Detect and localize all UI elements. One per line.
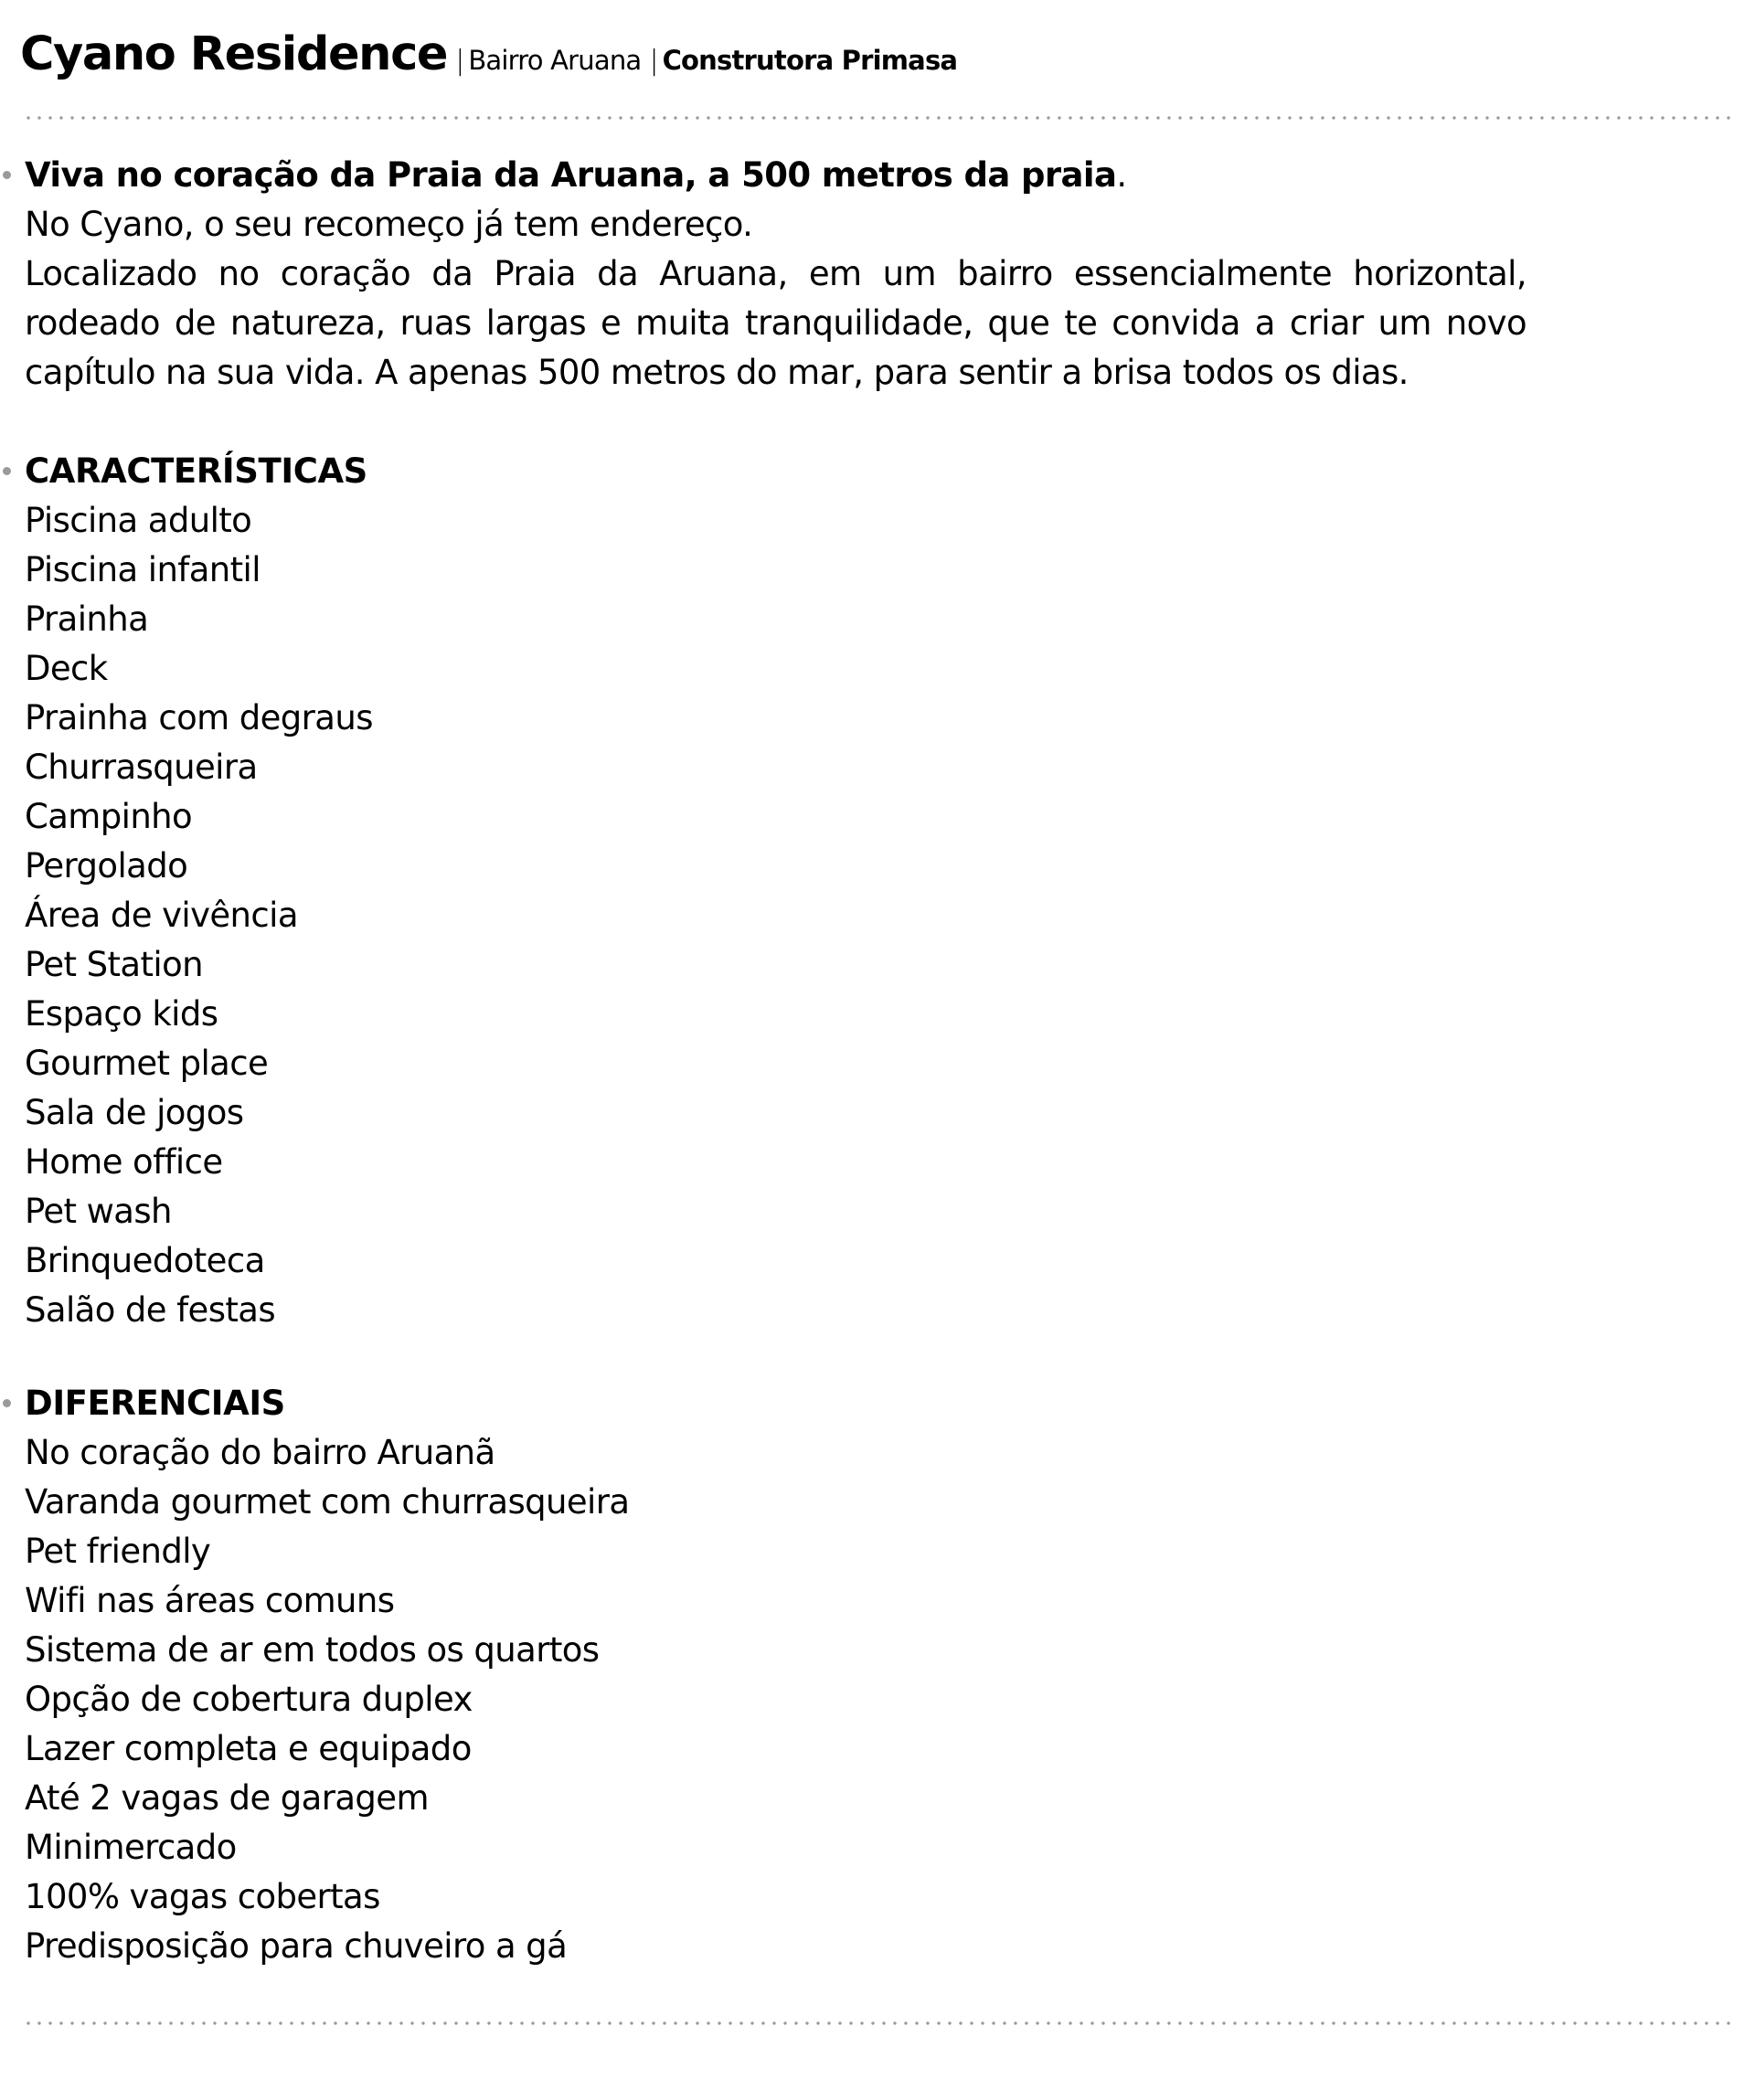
differential-item: Minimercado — [25, 1828, 237, 1867]
subtitle-separator: | — [649, 45, 659, 77]
intro-tagline: No Cyano, o seu recomeço já tem endereço. — [25, 205, 753, 244]
intro-description: Localizado no coração da Praia da Aruana, em um bairro essencialmente horizontal, rodeado de natureza, ruas largas e muita tranquilidade, que te convida a criar um novo capítulo na sua vida. A apenas 500 metros do mar, para sentir a brisa todos os dias. — [25, 254, 1526, 392]
intro-headline-text: Viva no coração da Praia da Aruana, a 500 metros da praia — [25, 155, 1117, 195]
differential-item: Wifi nas áreas comuns — [25, 1581, 395, 1620]
intro-section — [25, 151, 1526, 398]
differential-item: No coração do bairro Aruanã — [25, 1433, 495, 1472]
feature-item: Deck — [25, 649, 108, 688]
differentials-list — [25, 1428, 629, 1971]
bottom-dotted-divider — [23, 2021, 1732, 2025]
differential-item: Varanda gourmet com churrasqueira — [25, 1482, 630, 1522]
feature-item: Piscina adulto — [25, 501, 252, 540]
page-header — [20, 27, 957, 81]
features-section — [25, 447, 373, 1335]
feature-item: Gourmet place — [25, 1044, 269, 1083]
differentials-heading: DIFERENCIAIS — [25, 1384, 285, 1423]
differential-item: Opção de cobertura duplex — [25, 1680, 473, 1719]
feature-item: Home office — [25, 1142, 223, 1182]
neighborhood-label: Bairro Aruana — [468, 45, 642, 76]
features-heading: CARACTERÍSTICAS — [25, 451, 367, 491]
bullet-icon — [3, 1399, 11, 1407]
builder-label: Construtora Primasa — [662, 45, 958, 76]
intro-headline-period: . — [1116, 155, 1127, 195]
differential-item: Lazer completa e equipado — [25, 1729, 472, 1768]
feature-item: Pergolado — [25, 846, 188, 886]
page-title: Cyano Residence — [20, 27, 448, 81]
feature-item: Espaço kids — [25, 994, 218, 1034]
differential-item: 100% vagas cobertas — [25, 1877, 380, 1916]
intro-headline — [25, 151, 1526, 200]
feature-item: Brinquedoteca — [25, 1241, 265, 1280]
bullet-icon — [3, 467, 11, 475]
feature-item: Pet wash — [25, 1192, 172, 1231]
differential-item: Predisposição para chuveiro a gá — [25, 1926, 568, 1966]
feature-item: Sala de jogos — [25, 1093, 244, 1132]
bullet-icon — [3, 171, 11, 179]
title-separator: | — [455, 45, 465, 77]
differentials-section — [25, 1379, 629, 1971]
feature-item: Campinho — [25, 797, 193, 836]
top-dotted-divider — [23, 116, 1732, 120]
feature-item: Churrasqueira — [25, 748, 258, 787]
feature-item: Salão de festas — [25, 1290, 276, 1330]
differential-item: Sistema de ar em todos os quartos — [25, 1630, 600, 1670]
feature-item: Área de vivência — [25, 896, 298, 935]
feature-item: Pet Station — [25, 945, 203, 984]
differential-item: Até 2 vagas de garagem — [25, 1778, 429, 1818]
feature-item: Prainha com degraus — [25, 698, 373, 737]
feature-item: Prainha — [25, 599, 149, 639]
features-list — [25, 496, 373, 1335]
differential-item: Pet friendly — [25, 1532, 211, 1571]
feature-item: Piscina infantil — [25, 550, 261, 589]
